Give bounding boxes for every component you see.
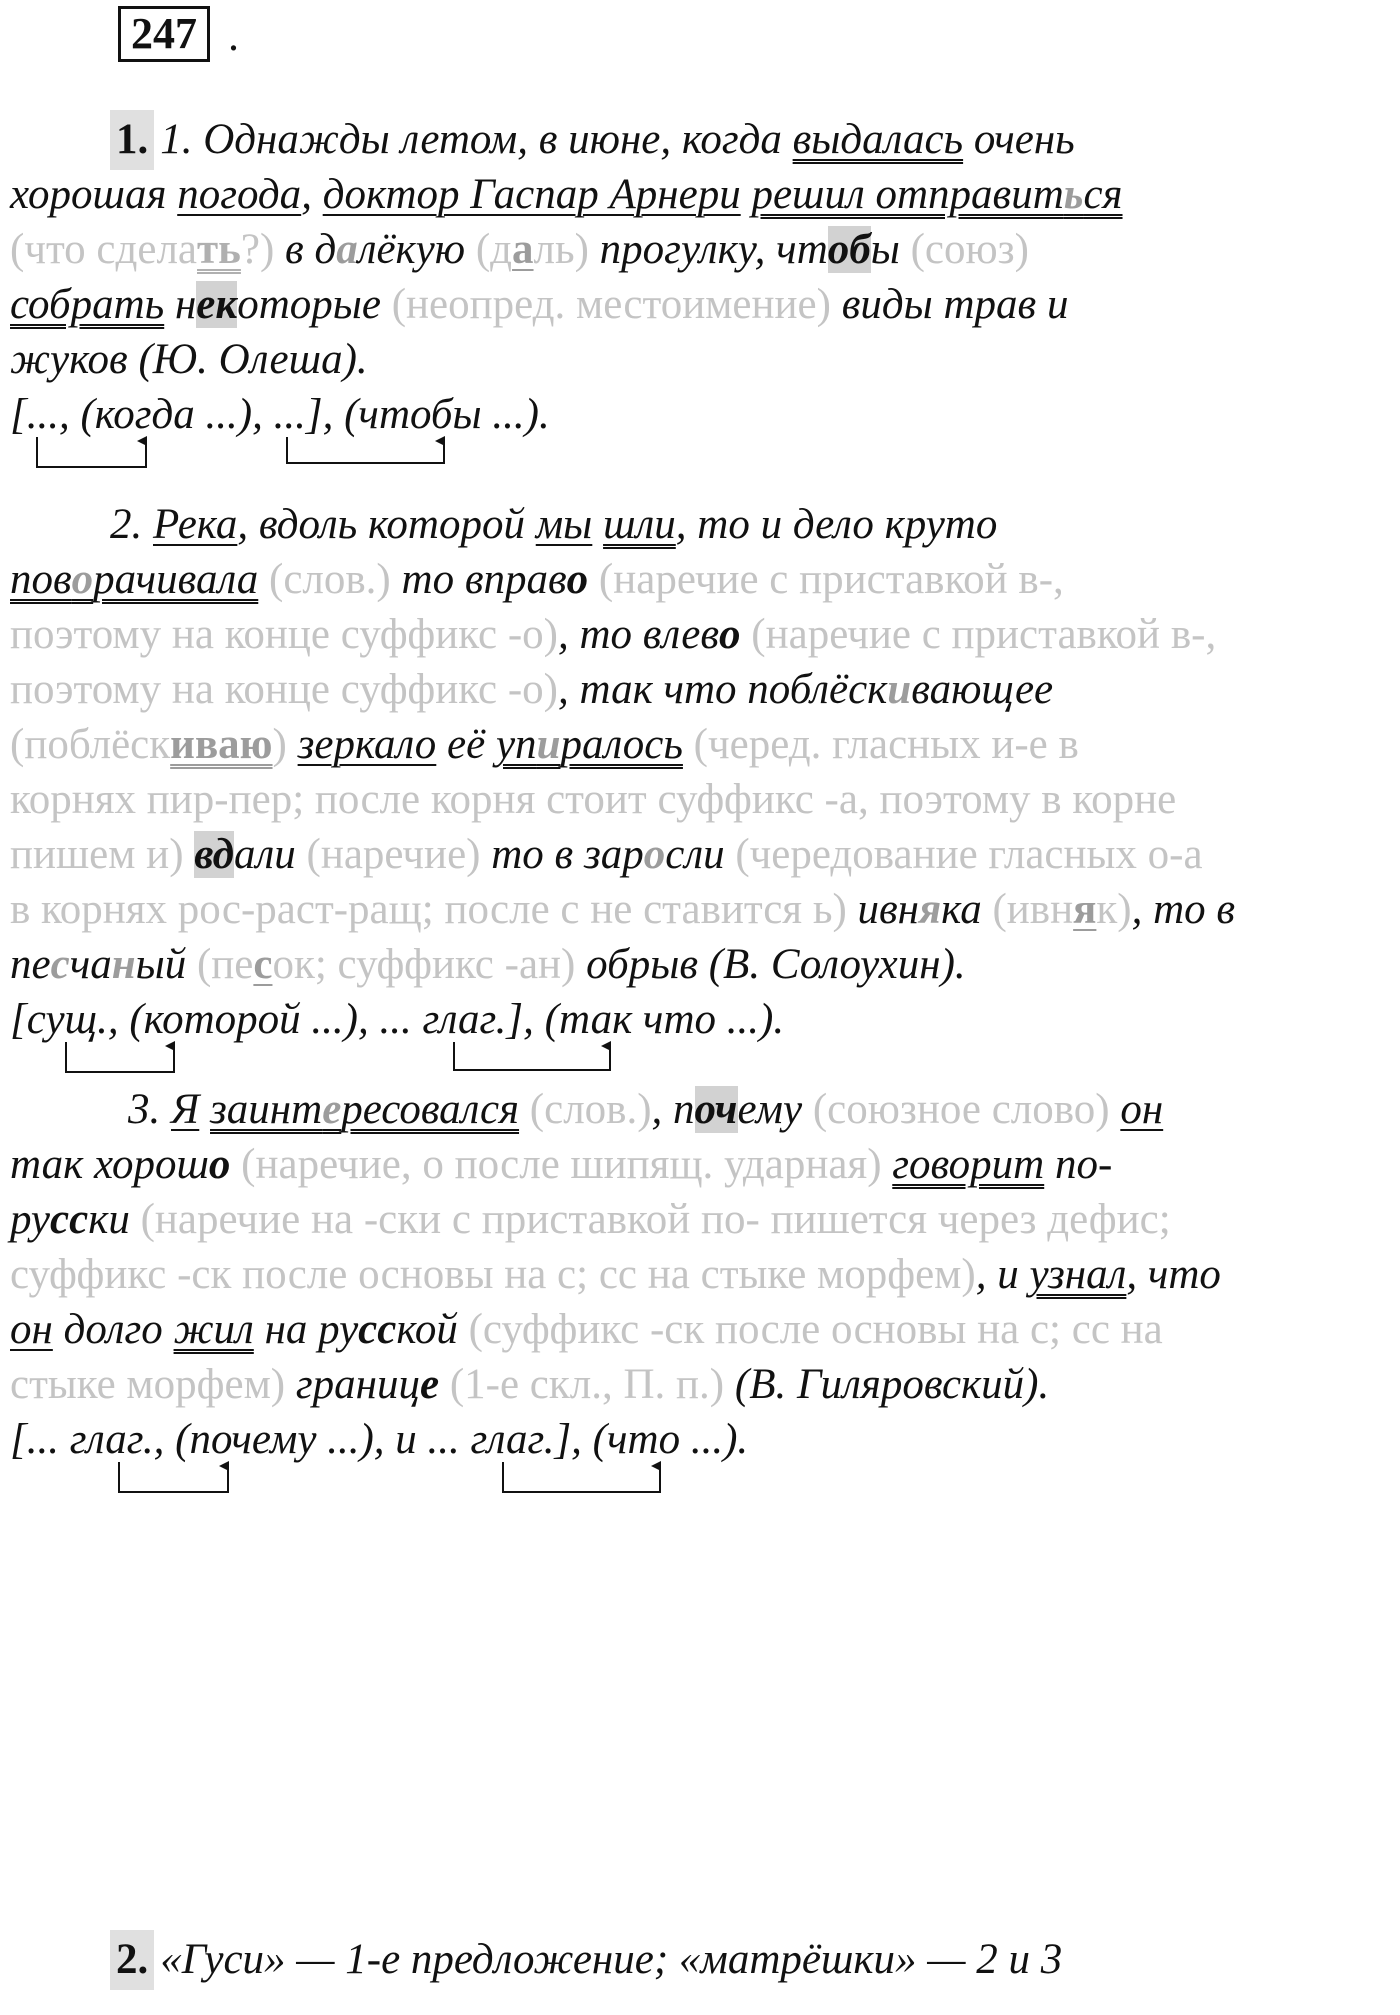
subject: Река: [153, 501, 238, 548]
s3-line-6: стыке морфем) границе (1-е скл., П. п.) (В. Гиляровский).: [10, 1361, 1050, 1408]
predicate: заинтересовался: [210, 1086, 520, 1133]
predicate: узнал: [1029, 1251, 1127, 1298]
s1-line-3: (что сделать?) в далёкую (даль) прогулку, чтобы (союз): [10, 226, 1029, 273]
predicate: решил отправиться: [751, 171, 1123, 218]
s1-line-5: жуков (Ю. Олеша).: [10, 336, 368, 383]
subject: зеркало: [297, 721, 437, 768]
scheme1-arrow-1: [37, 437, 146, 467]
s2-line-2: поворачивала (слов.) то вправо (наречие с приставкой в-,: [10, 556, 1064, 603]
s1-line-4: собрать некоторые (неопред. местоимение) виды трав и: [10, 281, 1069, 328]
subject: доктор Гаспар Арнери: [322, 171, 741, 218]
task2-line: 2. «Гуси» — 1-е предложение; «матрёшки» — 2 и 3: [110, 1930, 1062, 1990]
predicate: жил: [173, 1306, 254, 1353]
exercise-number-dot: .: [228, 11, 239, 60]
predicate: упиралось: [495, 721, 683, 768]
s2-line-3: поэтому на конце суффикс -о), то влево (наречие с приставкой в-,: [10, 611, 1217, 658]
scheme1-arrow-2: [287, 437, 444, 463]
s1-line-2: хорошая погода, доктор Гаспар Арнери решил отправиться: [10, 171, 1123, 218]
s1-line-1: 1. 1. Однажды летом, в июне, когда выдалась очень: [110, 110, 1075, 170]
s2-line-4: поэтому на конце суффикс -о), так что поблёскивающее: [10, 666, 1054, 713]
subject: он: [10, 1306, 53, 1353]
s1-scheme: [..., (когда ...), ...], (чтобы ...).: [10, 391, 550, 438]
task1-label: 1.: [110, 110, 154, 170]
s2-line-8: в корнях рос-раст-ращ; после с не ставится ь) ивняка (ивняк), то в: [10, 886, 1236, 933]
s2-line-7: пишем и) вдали (наречие) то в заросли (чередование гласных о-а: [10, 831, 1203, 878]
predicate: говорит: [892, 1141, 1045, 1188]
subject: погода: [177, 171, 302, 218]
subject: Я: [171, 1086, 200, 1133]
s3-line-5: он долго жил на русской (суффикс -ск после основы на с; сс на: [10, 1306, 1163, 1353]
subject: он: [1120, 1086, 1164, 1133]
scheme3-arrow-2: [503, 1462, 660, 1492]
s3-line-1: 3. Я заинтересовался (слов.), почему (союзное слово) он: [128, 1086, 1164, 1133]
scheme2-arrow-1: [66, 1042, 174, 1072]
scheme3-arrow-1: [119, 1462, 228, 1492]
task2-label: 2.: [110, 1930, 154, 1990]
predicate: собрать: [10, 281, 165, 328]
s2-scheme: [сущ., (которой ...), ... глаг.], (так что ...).: [10, 996, 785, 1043]
scheme2-arrow-2: [454, 1042, 610, 1070]
predicate: шли: [603, 501, 676, 548]
s2-line-6: корнях пир-пер; после корня стоит суффикс -а, поэтому в корне: [10, 776, 1177, 823]
s2-line-5: (поблёскиваю) зеркало её упиралось (черед. гласных и-е в: [10, 721, 1079, 768]
s3-scheme: [... глаг., (почему ...), и ... глаг.], (что ...).: [10, 1416, 749, 1463]
predicate: выдалась: [792, 116, 964, 163]
s2-line-1: 2. Река, вдоль которой мы шли, то и дело круто: [110, 501, 998, 548]
predicate: поворачивала: [10, 556, 259, 603]
exercise-number: 247: [118, 6, 210, 62]
s3-line-4: суффикс -ск после основы на с; сс на стыке морфем), и узнал, что: [10, 1251, 1221, 1298]
subject: мы: [535, 501, 593, 548]
s3-line-3: русски (наречие на -ски с приставкой по- пишется через дефис;: [10, 1196, 1171, 1243]
s3-line-2: так хорошо (наречие, о после шипящ. ударная) говорит по-: [10, 1141, 1113, 1188]
s2-line-9: песчаный (песок; суффикс -ан) обрыв (В. Солоухин).: [10, 941, 966, 988]
